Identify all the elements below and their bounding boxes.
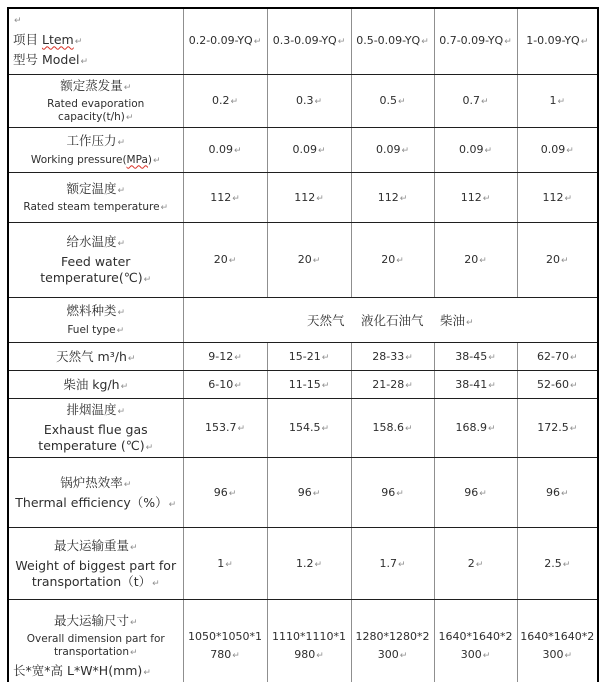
cell-thermal-efficiency-2 (351, 458, 434, 528)
label-line (13, 78, 179, 94)
return-mark: ↵ (396, 256, 404, 267)
return-mark: ↵ (253, 37, 262, 48)
model-column-header-4 (517, 8, 598, 74)
return-mark: ↵ (404, 424, 413, 435)
cell-value: 0.09 (540, 143, 566, 157)
cell-value: 168.9 (455, 421, 487, 435)
cell-value: 96 (297, 485, 312, 499)
cell-value: 96 (213, 485, 228, 499)
return-mark: ↵ (396, 488, 404, 499)
table-row-max-transport-weight (8, 528, 598, 600)
cell-value: 0.5 (379, 94, 397, 108)
cell-thermal-efficiency-3 (434, 458, 517, 528)
return-mark: ↵ (488, 380, 496, 391)
text-segment: 额定温度 (66, 180, 117, 196)
cell-value: 2.5 (544, 556, 562, 570)
cell-value: 112 (294, 190, 316, 204)
row-label-working-pressure (8, 128, 183, 173)
row-label-rated-evaporation (8, 74, 183, 128)
cell-feed-water-temperature-1 (267, 223, 351, 298)
return-mark: ↵ (120, 381, 129, 392)
return-mark: ↵ (117, 407, 126, 418)
label-line (13, 32, 179, 48)
text-segment: Exhaust flue gas temperature (℃) (38, 422, 148, 453)
cell-natural-gas-consumption-4 (517, 343, 598, 371)
header-item-model-cell (8, 8, 183, 74)
cell-value: 112 (542, 190, 564, 204)
text-segment: Rated evaporation capacity(t/h) (47, 97, 145, 123)
cell-value: 20 (381, 253, 396, 267)
row-label-natural-gas-consumption (8, 343, 183, 371)
cell-max-transport-dimension-3 (434, 600, 517, 682)
table-row-natural-gas-consumption (8, 343, 598, 371)
row-label-rated-temperature (8, 173, 183, 223)
label-line (13, 495, 179, 511)
return-mark: ↵ (228, 256, 237, 267)
label-line (13, 633, 179, 659)
cell-rated-temperature-4 (517, 173, 598, 223)
return-mark: ↵ (401, 146, 410, 157)
cell-max-transport-dimension-4 (517, 600, 598, 682)
cell-diesel-consumption-1 (267, 371, 351, 399)
label-line (13, 98, 179, 124)
table-row-working-pressure (8, 128, 598, 173)
return-mark: ↵ (233, 146, 242, 157)
cell-max-transport-weight-1 (267, 528, 351, 600)
return-mark: ↵ (321, 352, 330, 363)
cell-value: 1.7 (379, 556, 397, 570)
row-label-fuel-type (8, 298, 183, 343)
merged-cell-fuel-type (183, 298, 598, 343)
cell-rated-temperature-2 (351, 173, 434, 223)
cell-max-transport-weight-2 (351, 528, 434, 600)
return-mark: ↵ (482, 193, 491, 204)
return-mark: ↵ (129, 542, 138, 553)
cell-max-transport-weight-0 (183, 528, 267, 600)
return-mark: ↵ (479, 488, 487, 499)
return-mark: ↵ (566, 146, 574, 157)
table-row-rated-evaporation (8, 74, 598, 128)
cell-value: 0.2-0.09-YQ (188, 34, 253, 48)
cell-value: 0.5-0.09-YQ (356, 34, 421, 48)
label-content (13, 347, 179, 367)
return-mark: ↵ (127, 353, 136, 364)
label-content (13, 375, 179, 395)
return-mark: ↵ (421, 37, 429, 48)
return-mark: ↵ (316, 651, 324, 661)
text-segment: Feed water temperature(℃) (40, 254, 143, 285)
return-mark: ↵ (123, 82, 132, 93)
label-line (13, 154, 179, 167)
return-mark: ↵ (397, 97, 406, 108)
cell-rated-evaporation-3 (434, 74, 517, 128)
label-content (13, 536, 179, 592)
label-content (13, 611, 179, 682)
label-content (13, 400, 179, 456)
return-mark: ↵ (564, 651, 573, 661)
label-line (13, 613, 179, 629)
return-mark: ↵ (232, 193, 240, 204)
cell-value: 1050*1050*1780 (188, 630, 262, 661)
row-label-thermal-efficiency (8, 458, 183, 528)
cell-value: 38-41 (455, 377, 488, 391)
return-mark: ↵ (153, 155, 161, 166)
cell-feed-water-temperature-4 (517, 223, 598, 298)
return-mark: ↵ (337, 37, 346, 48)
cell-exhaust-temperature-4 (517, 399, 598, 458)
label-line (13, 402, 179, 418)
cell-value: 21-28 (372, 377, 405, 391)
spec-table (7, 7, 599, 682)
cell-rated-evaporation-1 (267, 74, 351, 128)
cell-exhaust-temperature-3 (434, 399, 517, 458)
label-line (13, 538, 179, 554)
return-mark: ↵ (465, 318, 474, 329)
return-mark: ↵ (117, 239, 126, 250)
cell-max-transport-weight-3 (434, 528, 517, 600)
cell-value: 15-21 (288, 349, 321, 363)
text-segment: Rated steam temperature (23, 201, 160, 214)
table-row-exhaust-temperature (8, 399, 598, 458)
cell-value: 28-33 (372, 349, 405, 363)
return-mark: ↵ (117, 308, 126, 319)
text-segment: Overall dimension part for transportation (26, 632, 165, 658)
cell-diesel-consumption-0 (183, 371, 267, 399)
model-column-header-0 (183, 8, 267, 74)
return-mark: ↵ (475, 559, 484, 570)
return-mark: ↵ (482, 651, 491, 661)
cell-thermal-efficiency-0 (183, 458, 267, 528)
return-mark: ↵ (405, 352, 413, 363)
return-mark: ↵ (129, 617, 138, 628)
table-row-diesel-consumption (8, 371, 598, 399)
cell-rated-temperature-1 (267, 173, 351, 223)
row-label-feed-water-temperature (8, 223, 183, 298)
text-segment: 锅炉热效率 (60, 474, 123, 490)
cell-working-pressure-4 (517, 128, 598, 173)
return-mark: ↵ (488, 352, 496, 363)
return-mark: ↵ (123, 479, 132, 490)
return-mark: ↵ (80, 56, 89, 67)
cell-thermal-efficiency-1 (267, 458, 351, 528)
text-segment: Weight of biggest part for transportation（t） (15, 557, 177, 589)
cell-value: 1640*1640*2300 (520, 630, 595, 661)
cell-value: 0.09 (458, 143, 484, 157)
return-mark: ↵ (504, 37, 512, 48)
cell-rated-evaporation-2 (351, 74, 434, 128)
label-line (13, 475, 179, 491)
cell-value: 1 (217, 556, 225, 570)
label-line (13, 558, 179, 590)
return-mark: ↵ (130, 647, 138, 658)
cell-value: 0.09 (208, 143, 233, 157)
cell-max-transport-dimension-1 (267, 600, 351, 682)
return-mark: ↵ (312, 256, 321, 267)
table-row-rated-temperature (8, 173, 598, 223)
return-mark: ↵ (569, 380, 578, 391)
cell-value: 52-60 (536, 377, 569, 391)
return-mark: ↵ (237, 424, 246, 435)
cell-feed-water-temperature-0 (183, 223, 267, 298)
return-mark: ↵ (569, 352, 578, 363)
return-mark: ↵ (125, 112, 134, 123)
cell-value: 0.3-0.09-YQ (272, 34, 337, 48)
cell-value: 1640*1640*2300 (438, 630, 513, 661)
return-mark: ↵ (397, 559, 406, 570)
cell-max-transport-dimension-2 (351, 600, 434, 682)
return-mark: ↵ (564, 193, 573, 204)
cell-thermal-efficiency-4 (517, 458, 598, 528)
return-mark: ↵ (560, 256, 569, 267)
text-segment: 燃料种类 (66, 303, 117, 319)
text-segment: 柴油 kg/h (63, 376, 120, 392)
cell-value: 2 (467, 556, 475, 570)
cell-value: 96 (381, 485, 396, 499)
cell-diesel-consumption-3 (434, 371, 517, 399)
model-column-header-2 (351, 8, 434, 74)
cell-value: 96 (464, 485, 479, 499)
cell-max-transport-dimension-0 (183, 600, 267, 682)
return-mark: ↵ (312, 488, 321, 499)
return-mark: ↵ (117, 185, 126, 196)
table-row-max-transport-dimension (8, 600, 598, 682)
cell-rated-temperature-0 (183, 173, 267, 223)
cell-value: 20 (297, 253, 312, 267)
label-line (13, 663, 179, 679)
return-mark: ↵ (145, 443, 154, 453)
cell-working-pressure-1 (267, 128, 351, 173)
return-mark: ↵ (168, 499, 177, 510)
text-segment: 最大运输重量 (53, 537, 129, 553)
return-mark: ↵ (314, 559, 323, 570)
table-row-fuel-type (8, 298, 598, 343)
return-mark: ↵ (116, 325, 125, 336)
label-content (13, 232, 179, 288)
return-mark: ↵ (569, 424, 578, 435)
label-line (13, 181, 179, 197)
return-mark: ↵ (234, 352, 242, 363)
cell-feed-water-temperature-3 (434, 223, 517, 298)
label-line (13, 377, 179, 393)
cell-value: 153.7 (204, 421, 237, 435)
return-mark: ↵ (480, 97, 489, 108)
return-mark: ↵ (321, 380, 330, 391)
label-content (13, 179, 179, 217)
cell-max-transport-weight-4 (517, 528, 598, 600)
label-content (13, 76, 179, 127)
cell-natural-gas-consumption-3 (434, 343, 517, 371)
return-mark: ↵ (399, 193, 408, 204)
return-mark: ↵ (152, 578, 160, 589)
cell-value: 1.2 (295, 556, 314, 570)
cell-value: 20 (464, 253, 479, 267)
cell-value: 154.5 (288, 421, 321, 435)
cell-value: 1110*1110*1980 (272, 630, 346, 661)
label-line (13, 349, 179, 365)
cell-value: 1-0.09-YQ (526, 34, 580, 48)
cell-rated-temperature-3 (434, 173, 517, 223)
cell-value: 1280*1280*2300 (355, 630, 430, 661)
label-line (13, 133, 179, 149)
return-mark: ↵ (560, 488, 569, 499)
return-mark: ↵ (580, 37, 589, 48)
cell-natural-gas-consumption-2 (351, 343, 434, 371)
text-segment: 长*宽*高 L*W*H(mm) (13, 663, 143, 679)
cell-value: 172.5 (537, 421, 569, 435)
cell-value: 0.7 (462, 94, 480, 108)
row-label-exhaust-temperature (8, 399, 183, 458)
text-segment: Fuel type (67, 323, 116, 336)
return-mark: ↵ (317, 146, 326, 157)
label-line (13, 14, 179, 27)
text-segment: Thermal efficiency（%） (15, 494, 168, 510)
label-line (13, 303, 179, 319)
return-mark: ↵ (232, 651, 240, 661)
cell-value: 0.2 (211, 94, 230, 108)
return-mark: ↵ (487, 424, 496, 435)
misspelled-word: Ltem (41, 31, 74, 47)
cell-value: 96 (545, 485, 560, 499)
cell-value: 20 (545, 253, 560, 267)
text-segment: 额定蒸发量 (60, 77, 123, 93)
cell-value: 20 (213, 253, 228, 267)
cell-value: 158.6 (372, 421, 404, 435)
label-content (13, 301, 179, 339)
text-segment: 型号 Model (13, 51, 80, 67)
label-line (13, 234, 179, 250)
text-segment: 排烟温度 (66, 402, 117, 418)
row-label-diesel-consumption (8, 371, 183, 399)
return-mark: ↵ (562, 559, 571, 570)
header-row (8, 8, 598, 74)
table-row-thermal-efficiency (8, 458, 598, 528)
return-mark: ↵ (479, 256, 487, 267)
cell-natural-gas-consumption-0 (183, 343, 267, 371)
return-mark: ↵ (74, 36, 83, 47)
text-segment: 项目 (13, 31, 42, 47)
label-line (13, 422, 179, 454)
row-label-max-transport-weight (8, 528, 183, 600)
model-column-header-3 (434, 8, 517, 74)
return-mark: ↵ (230, 97, 239, 108)
cell-value: 0.3 (295, 94, 314, 108)
cell-value: 11-15 (288, 377, 321, 391)
cell-value: 112 (377, 190, 399, 204)
cell-diesel-consumption-2 (351, 371, 434, 399)
cell-value: 1 (549, 94, 557, 108)
label-content (13, 12, 179, 70)
cell-value: 62-70 (536, 349, 569, 363)
return-mark: ↵ (484, 146, 493, 157)
label-content (13, 131, 179, 169)
text-segment: ) (147, 153, 153, 166)
cell-value: 112 (210, 190, 232, 204)
text-segment: 工作压力 (66, 133, 117, 149)
return-mark: ↵ (399, 651, 408, 661)
label-line (13, 324, 179, 337)
return-mark: ↵ (321, 424, 330, 435)
misspelled-word: MPa (126, 153, 148, 166)
cell-value: 9-12 (208, 349, 234, 363)
cell-diesel-consumption-4 (517, 371, 598, 399)
cell-value: 38-45 (455, 349, 488, 363)
cell-value: 112 (460, 190, 482, 204)
return-mark: ↵ (234, 380, 242, 391)
return-mark: ↵ (314, 97, 323, 108)
cell-exhaust-temperature-0 (183, 399, 267, 458)
cell-rated-evaporation-0 (183, 74, 267, 128)
label-line (13, 52, 179, 68)
cell-value: 0.09 (292, 143, 317, 157)
model-column-header-1 (267, 8, 351, 74)
cell-feed-water-temperature-2 (351, 223, 434, 298)
table-row-feed-water-temperature (8, 223, 598, 298)
cell-exhaust-temperature-2 (351, 399, 434, 458)
cell-value: 6-10 (208, 377, 234, 391)
label-line (13, 254, 179, 286)
cell-working-pressure-2 (351, 128, 434, 173)
return-mark: ↵ (316, 193, 324, 204)
return-mark: ↵ (405, 380, 413, 391)
return-mark: ↵ (117, 138, 126, 149)
cell-working-pressure-0 (183, 128, 267, 173)
return-mark: ↵ (14, 16, 22, 27)
return-mark: ↵ (225, 559, 233, 570)
cell-value: 0.09 (375, 143, 401, 157)
text-segment: Working pressure( (30, 153, 127, 166)
cell-value: 天然气 液化石油气 柴油 (307, 313, 465, 329)
cell-value: 0.7-0.09-YQ (439, 34, 504, 48)
cell-rated-evaporation-4 (517, 74, 598, 128)
row-label-max-transport-dimension (8, 600, 183, 682)
return-mark: ↵ (557, 97, 566, 108)
return-mark: ↵ (143, 274, 152, 285)
cell-working-pressure-3 (434, 128, 517, 173)
cell-natural-gas-consumption-1 (267, 343, 351, 371)
return-mark: ↵ (160, 203, 169, 214)
label-content (13, 473, 179, 514)
text-segment: 给水温度 (66, 234, 117, 250)
return-mark: ↵ (143, 668, 151, 679)
text-segment: 最大运输尺寸 (53, 612, 129, 628)
text-segment: 天然气 m³/h (56, 348, 127, 364)
label-line (13, 201, 179, 214)
cell-exhaust-temperature-1 (267, 399, 351, 458)
return-mark: ↵ (228, 488, 237, 499)
